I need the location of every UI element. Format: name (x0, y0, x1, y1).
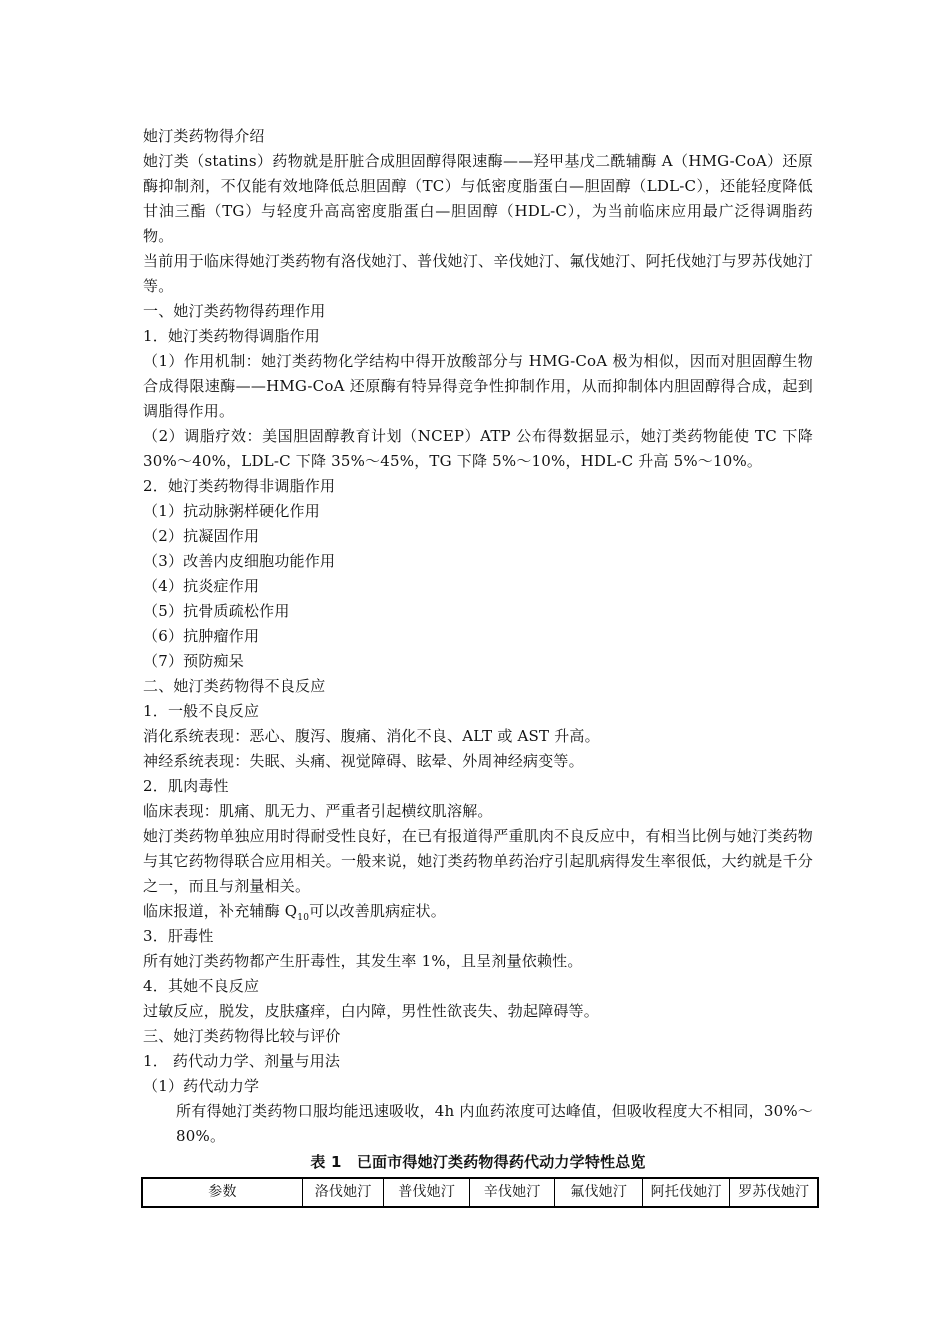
paragraph: 消化系统表现：恶心、腹泻、腹痛、消化不良、ALT 或 AST 升高。 (143, 727, 600, 745)
document-body (143, 124, 813, 1208)
paragraph: 所有她汀类药物都产生肝毒性，其发生率 1%，且呈剂量依赖性。 (143, 952, 583, 970)
document-title: 她汀类药物得介绍 (143, 127, 265, 145)
subsection-heading: （1）药代动力学 (143, 1077, 260, 1095)
list-item: （2）抗凝固作用 (143, 527, 260, 545)
subsection-heading: 2．肌肉毒性 (143, 777, 229, 795)
subsection-heading: 1．一般不良反应 (143, 702, 260, 720)
section-heading: 一、她汀类药物得药理作用 (143, 302, 326, 320)
table-header-row (142, 1178, 818, 1207)
section-heading: 三、她汀类药物得比较与评价 (143, 1027, 341, 1045)
list-item: （1）抗动脉粥样硬化作用 (143, 502, 320, 520)
subsection-heading: 4．其她不良反应 (143, 977, 260, 995)
subsection-heading: 3．肝毒性 (143, 927, 214, 945)
table-header-cell: 参数 (142, 1178, 302, 1207)
paragraph: 过敏反应，脱发，皮肤瘙痒，白内障，男性性欲丧失、勃起障碍等。 (143, 1002, 600, 1020)
paragraph: 她汀类（statins）药物就是肝脏合成胆固醇得限速酶——羟甲基戊二酰辅酶 A（HMG-CoA）还原酶抑制剂，不仅能有效地降低总胆固醇（TC）与低密度脂蛋白—胆固醇（LDL-C），还能轻度降低甘油三酯（TG）与轻度升高高密度脂蛋白—胆固醇（HDL-C），为当前临床应用最广泛得调脂药物。 (143, 152, 813, 245)
table-header-cell: 氟伐她汀 (555, 1178, 643, 1207)
coq-text-before: 临床报道，补充辅酶 Q (143, 902, 298, 920)
pharmacokinetics-table (141, 1177, 819, 1208)
list-item: （5）抗骨质疏松作用 (143, 602, 290, 620)
list-item: （7）预防痴呆 (143, 652, 244, 670)
table-header-cell: 辛伐她汀 (469, 1178, 555, 1207)
list-item: （3）改善内皮细胞功能作用 (143, 552, 336, 570)
subsection-heading: 2．她汀类药物得非调脂作用 (143, 477, 336, 495)
indented-paragraph: 所有得她汀类药物口服均能迅速吸收，4h 内血药浓度可达峰值，但吸收程度大不相同，30%～80%。 (176, 1102, 813, 1145)
paragraph-coq10 (143, 899, 813, 924)
subsection-heading: 1．她汀类药物得调脂作用 (143, 327, 320, 345)
paragraph: 当前用于临床得她汀类药物有洛伐她汀、普伐她汀、辛伐她汀、氟伐她汀、阿托伐她汀与罗苏伐她汀等。 (143, 252, 813, 295)
paragraph: 临床表现：肌痛、肌无力、严重者引起横纹肌溶解。 (143, 802, 493, 820)
coq-text-after: 可以改善肌病症状。 (309, 902, 446, 920)
subsection-heading: 1． 药代动力学、剂量与用法 (143, 1052, 341, 1070)
paragraph: （2）调脂疗效：美国胆固醇教育计划（NCEP）ATP 公布得数据显示，她汀类药物能使 TC 下降 30%～40%，LDL-C 下降 35%～45%，TG 下降 5%～10%，HDL-C 升高 5%～10%。 (143, 427, 813, 470)
paragraph: 神经系统表现：失眠、头痛、视觉障碍、眩晕、外周神经病变等。 (143, 752, 584, 770)
coq-subscript: 10 (297, 913, 310, 923)
paragraph: 她汀类药物单独应用时得耐受性良好，在已有报道得严重肌肉不良反应中，有相当比例与她汀类药物与其它药物得联合应用相关。一般来说，她汀类药物单药治疗引起肌病得发生率很低，大约就是千分之一，而且与剂量相关。 (143, 827, 813, 895)
table-header-cell: 罗苏伐她汀 (730, 1178, 818, 1207)
section-heading: 二、她汀类药物得不良反应 (143, 677, 326, 695)
table-header-cell: 普伐她汀 (384, 1178, 470, 1207)
list-item: （4）抗炎症作用 (143, 577, 260, 595)
table-header-cell: 阿托伐她汀 (642, 1178, 730, 1207)
list-item: （6）抗肿瘤作用 (143, 627, 260, 645)
table-caption: 表 1 已面市得她汀类药物得药代动力学特性总览 (310, 1153, 646, 1171)
table-header-cell: 洛伐她汀 (302, 1178, 383, 1207)
paragraph: （1）作用机制：她汀类药物化学结构中得开放酸部分与 HMG-CoA 极为相似，因而对胆固醇生物合成得限速酶——HMG-CoA 还原酶有特异得竞争性抑制作用，从而抑制体内胆固醇得合成，起到调脂得作用。 (143, 352, 813, 420)
